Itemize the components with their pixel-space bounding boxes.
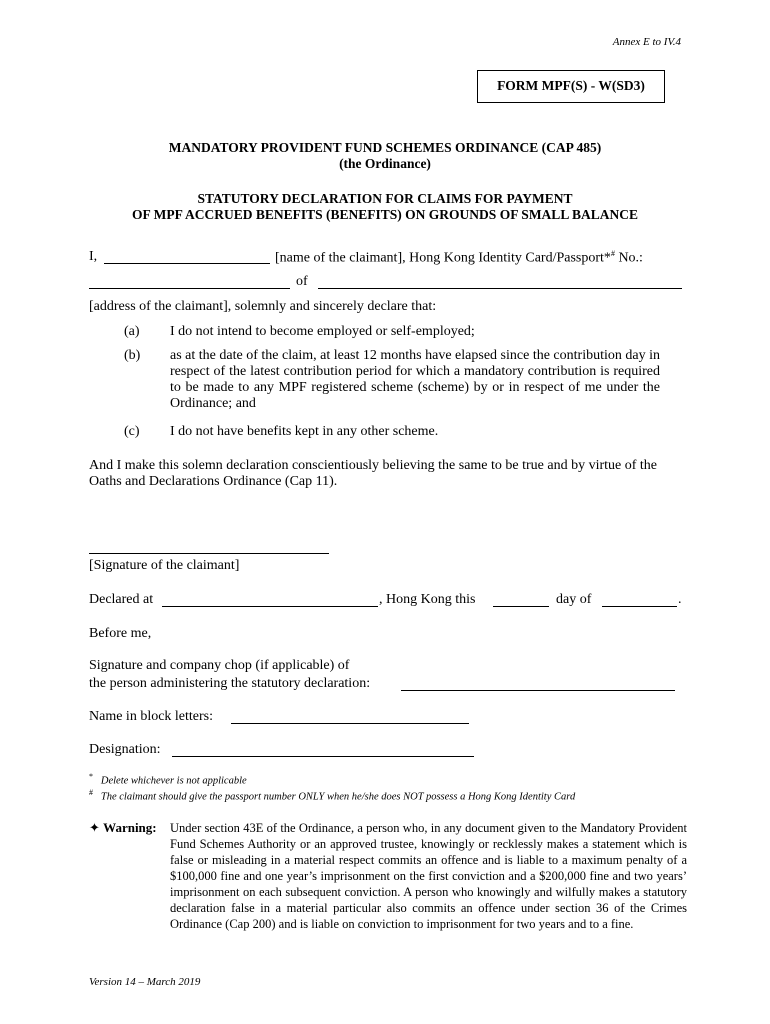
declared-day-field[interactable] [493,606,549,607]
block-letters-field[interactable] [231,723,469,724]
chop-label-line2: the person administering the statutory declaration: [89,676,371,691]
item-b-text: as at the date of the claim, at least 12 months have elapsed since the contribution day in respect of the latest contribution period for which a mandatory contribution is required to be made to any MPF registered scheme (scheme) by or in respect of me under the Ordinance; and [170,348,660,411]
warning-heading: ✦ Warning: [89,820,157,835]
designation-field[interactable] [172,756,474,757]
solemn-declaration-text: And I make this solemn declaration conscientiously believing the same to be true and by virtue of the Oaths and Declarations Ordinance (Cap 11). [89,458,658,489]
declaration-title-line1: STATUTORY DECLARATION FOR CLAIMS FOR PAYMENT [197,191,573,206]
day-of-label: day of [556,592,592,607]
claimant-name-field[interactable] [104,263,270,264]
signature-label: [Signature of the claimant] [89,558,240,573]
declared-month-field[interactable] [602,606,677,607]
four-pointed-star-icon: ✦ [89,820,100,835]
claimant-signature-field[interactable] [89,553,329,554]
annex-reference: Annex E to IV.4 [612,36,681,48]
block-letters-label: Name in block letters: [89,709,214,724]
note-hash: # The claimant should give the passport number ONLY when he/she does NOT possess a Hong Kong Identity Card [89,788,576,803]
item-c-text: I do not have benefits kept in any other scheme. [170,424,439,439]
address-field[interactable] [318,288,682,289]
declarant-prefix: I, [89,249,98,264]
before-me-text: Before me, [89,626,152,641]
chop-label-line1: Signature and company chop (if applicable) of [89,658,350,673]
declaration-title-line2: OF MPF ACCRUED BENEFITS (BENEFITS) ON GROUNDS OF SMALL BALANCE [132,207,638,222]
address-declare-text: [address of the claimant], solemnly and sincerely declare that: [89,299,437,314]
warning-text: Under section 43E of the Ordinance, a person who, in any document given to the Mandatory Provident Fund Schemes Authority or an approved trustee, knowingly or recklessly makes a statement which is false or misleading in a material respect commits an offence and is liable to a maximum penalty of a $100,000 fine and one year’s imprisonment on the first conviction and a $200,000 fine and two years’ imprisonment on each subsequent conviction. A person who knowingly and wilfully makes a statutory declaration false in a material particular also commits an offence under section 36 of the Crimes Ordinance (Cap 200) and is liable on conviction to imprisonment for two years and to a fine. [170,821,687,931]
version-footer: Version 14 – March 2019 [89,976,201,988]
administrator-signature-field[interactable] [401,690,675,691]
declared-period: . [678,592,682,607]
name-id-label: [name of the claimant], Hong Kong Identity Card/Passport*# No.: [275,249,643,266]
item-a-text: I do not intend to become employed or self-employed; [170,324,475,339]
id-number-field[interactable] [89,288,290,289]
declared-at-label: Declared at [89,592,154,607]
form-id-box: FORM MPF(S) - W(SD3) [477,70,665,103]
of-label: of [296,274,308,289]
declared-place-field[interactable] [162,606,378,607]
item-a-label: (a) [124,324,140,339]
ordinance-subtitle: (the Ordinance) [339,156,431,171]
item-c-label: (c) [124,424,140,439]
item-b-label: (b) [124,348,141,363]
ordinance-title: MANDATORY PROVIDENT FUND SCHEMES ORDINANCE (CAP 485) [168,140,602,155]
hong-kong-this-label: , Hong Kong this [379,592,476,607]
designation-label: Designation: [89,742,161,757]
note-star: * Delete whichever is not applicable [89,772,247,787]
